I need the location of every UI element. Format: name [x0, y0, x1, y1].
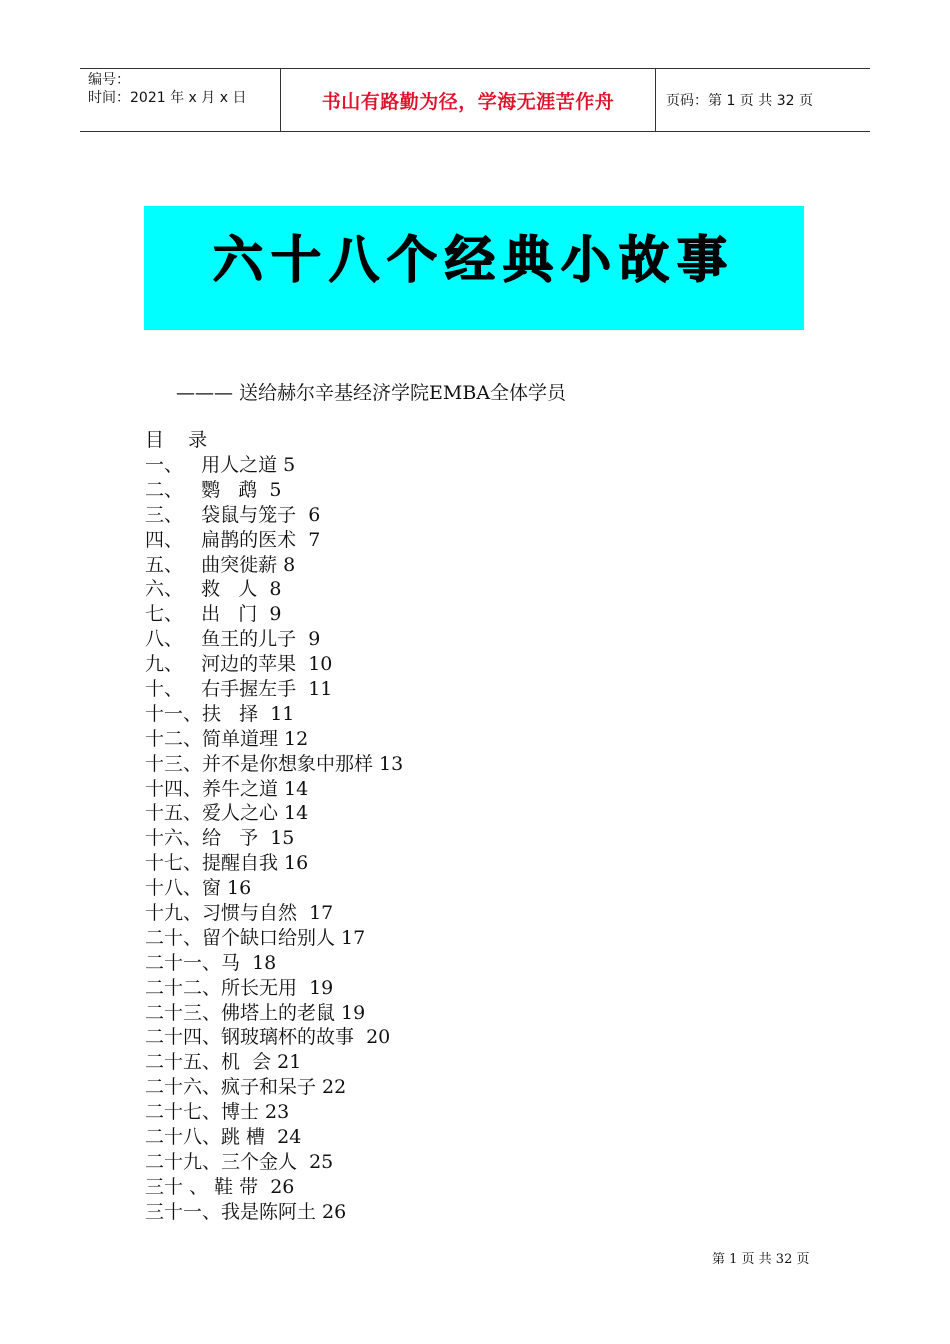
toc-item: 十七、提醒自我 16 — [145, 852, 309, 875]
toc-item: 三十 、 鞋 带 26 — [145, 1175, 295, 1198]
toc-item: 十九、习惯与自然 17 — [145, 902, 334, 925]
toc-item: 九、 河边的苹果 10 — [145, 653, 333, 676]
toc-item: 二十二、所长无用 19 — [145, 976, 334, 999]
toc-item: 二十五、机 会 21 — [145, 1051, 302, 1074]
document-number: 编号： — [88, 72, 130, 88]
toc-item: 十六、给 予 15 — [145, 827, 295, 850]
toc-item: 十四、养牛之道 14 — [145, 777, 309, 800]
toc-heading: 目 录 — [145, 429, 208, 451]
toc-item: 二十六、疯子和呆子 22 — [145, 1076, 347, 1099]
header-meta — [80, 69, 280, 131]
toc-item: 一、 用人之道 5 — [145, 454, 296, 476]
page-footer: 第 1 页 共 32 页 — [712, 1252, 810, 1267]
toc-item: 二十九、三个金人 25 — [145, 1150, 334, 1173]
toc-item: 二十、留个缺口给别人 17 — [145, 926, 366, 949]
toc-item: 十一、扶 择 11 — [145, 702, 295, 725]
toc-item: 十、 右手握左手 11 — [145, 678, 333, 701]
toc-item: 二十八、跳 槽 24 — [145, 1126, 302, 1149]
toc-item: 五、 曲突徙薪 8 — [145, 553, 296, 576]
document-subtitle: ——— 送给赫尔辛基经济学院EMBA全体学员 — [176, 382, 567, 404]
toc-item: 十八、窗 16 — [145, 877, 252, 900]
toc-item: 四、 扁鹊的医术 7 — [145, 528, 321, 551]
toc-item: 二十四、钢玻璃杯的故事 20 — [145, 1026, 391, 1049]
toc-item: 十二、简单道理 12 — [145, 727, 309, 750]
toc-item: 三十一、我是陈阿土 26 — [145, 1200, 347, 1223]
page-header — [80, 68, 870, 132]
document-title: 六十八个经典小故事 — [213, 230, 735, 289]
table-of-contents — [145, 428, 565, 1225]
toc-item: 八、 鱼王的儿子 9 — [145, 628, 321, 651]
toc-item: 十三、并不是你想象中那样 13 — [145, 752, 404, 775]
title-banner — [144, 206, 804, 330]
header-motto: 书山有路勤为径，学海无涯苦作舟 — [280, 69, 656, 131]
toc-item: 七、 出 门 9 — [145, 603, 282, 626]
toc-item: 二十一、马 18 — [145, 951, 277, 974]
toc-item: 三、 袋鼠与笼子 6 — [145, 503, 321, 526]
document-time: 时间：2021 年 x 月 x 日 — [88, 90, 247, 106]
toc-item: 六、 救 人 8 — [145, 578, 282, 601]
toc-item: 二、 鹦 鹉 5 — [145, 478, 282, 501]
toc-item: 二十七、博士 23 — [145, 1101, 290, 1124]
toc-item: 二十三、佛塔上的老鼠 19 — [145, 1001, 366, 1024]
toc-item: 十五、爱人之心 14 — [145, 802, 309, 825]
header-page-info: 页码：第 1 页 共 32 页 — [666, 93, 813, 109]
toc-list — [145, 453, 565, 1225]
